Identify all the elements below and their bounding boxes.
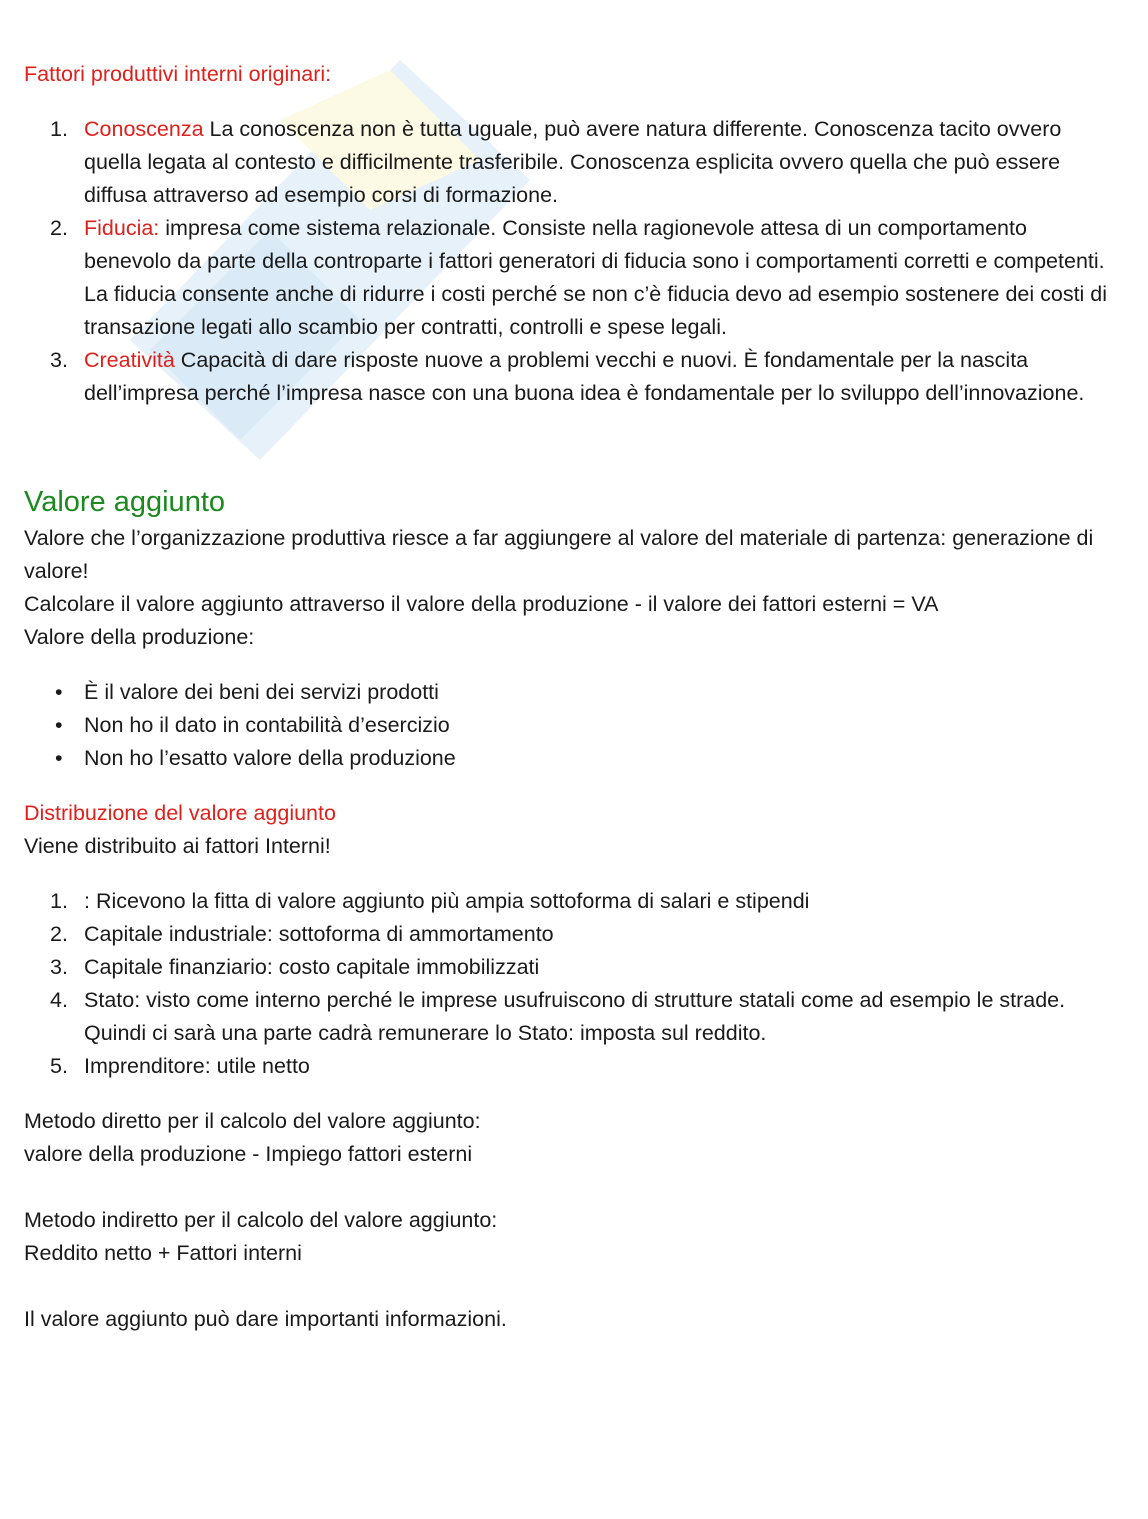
list-number: 1. [50,117,68,141]
list-number: 2. [50,922,68,946]
list-item [24,113,1120,212]
list-item [24,885,1120,918]
indirect-method-formula: Reddito netto + Fattori interni [24,1241,302,1265]
heading-valore-aggiunto: Valore aggiunto [24,486,226,518]
term-label: Fiducia: [84,216,160,240]
bullet-text: Non ho il dato in contabilità d’esercizio [84,713,450,737]
bullet-icon: • [55,746,63,770]
bullet-text: È il valore dei beni dei servizi prodotti [84,680,439,704]
list-item [24,344,1120,410]
list-number: 3. [50,348,68,372]
term-description: impresa come sistema relazionale. Consiste nella ragionevole attesa di un comportamento benevolo da parte della controparte i fattori generatori di fiducia sono i comportamenti corretti e competenti. La fiducia consente anche di ridurre i costi perché se non c’è fiducia devo ad esempio sostenere dei costi di transazione legati allo scambio per contratti, controlli e spese legali. [84,216,1108,339]
list-item [24,1050,1120,1083]
list-item [24,918,1120,951]
bullet-text: Non ho l’esatto valore della produzione [84,746,456,770]
list-item [24,951,1120,984]
item-text: Capitale industriale: sottoforma di ammortamento [84,922,554,946]
term-label: Creatività [84,348,175,372]
distribution-list [24,885,1120,1083]
indirect-method-title: Metodo indiretto per il calcolo del valore aggiunto: [24,1208,498,1232]
internal-factors-list [24,113,1120,410]
paragraph: Calcolare il valore aggiunto attraverso il valore della produzione - il valore dei fattori esterni = VA [24,592,939,616]
list-number: 2. [50,216,68,240]
term-description: La conoscenza non è tutta uguale, può avere natura differente. Conoscenza tacito ovvero quella legata al contesto e difficilmente trasferibile. Conoscenza esplicita ovvero quella che può essere diffusa attraverso ad esempio corsi di formazione. [84,117,1062,207]
list-number: 4. [50,988,68,1012]
item-text: Capitale finanziario: costo capitale immobilizzati [84,955,540,979]
item-text: Stato: visto come interno perché le imprese usufruiscono di strutture statali come ad esempio le strade. Quindi ci sarà una parte cadrà remunerare lo Stato: imposta sul reddito. [84,988,1066,1045]
bullet-icon: • [55,680,63,704]
list-item [24,212,1120,344]
list-item [24,742,1120,775]
list-number: 3. [50,955,68,979]
list-number: 5. [50,1054,68,1078]
section-title-internal-factors: Fattori produttivi interni originari: [24,62,332,86]
list-item [24,676,1120,709]
list-number: 1. [50,889,68,913]
list-item [24,709,1120,742]
section-title-distribution: Distribuzione del valore aggiunto [24,801,336,825]
direct-method-formula: valore della produzione - Impiego fattori esterni [24,1142,473,1166]
closing-sentence: Il valore aggiunto può dare importanti informazioni. [24,1307,507,1331]
list-item [24,984,1120,1050]
term-description: Capacità di dare risposte nuove a problemi vecchi e nuovi. È fondamentale per la nascita dell’impresa perché l’impresa nasce con una buona idea è fondamentale per lo sviluppo dell’innovazione. [84,348,1085,405]
direct-method-title: Metodo diretto per il calcolo del valore aggiunto: [24,1109,481,1133]
item-text: Imprenditore: utile netto [84,1054,310,1078]
paragraph: Viene distribuito ai fattori Interni! [24,834,331,858]
production-value-bullets [24,676,1120,775]
term-label: Conoscenza [84,117,204,141]
paragraph: Valore della produzione: [24,625,255,649]
item-text: : Ricevono la fitta di valore aggiunto più ampia sottoforma di salari e stipendi [84,889,810,913]
bullet-icon: • [55,713,63,737]
paragraph: Valore che l’organizzazione produttiva riesce a far aggiungere al valore del materiale di partenza: generazione di valore! [24,526,1094,583]
